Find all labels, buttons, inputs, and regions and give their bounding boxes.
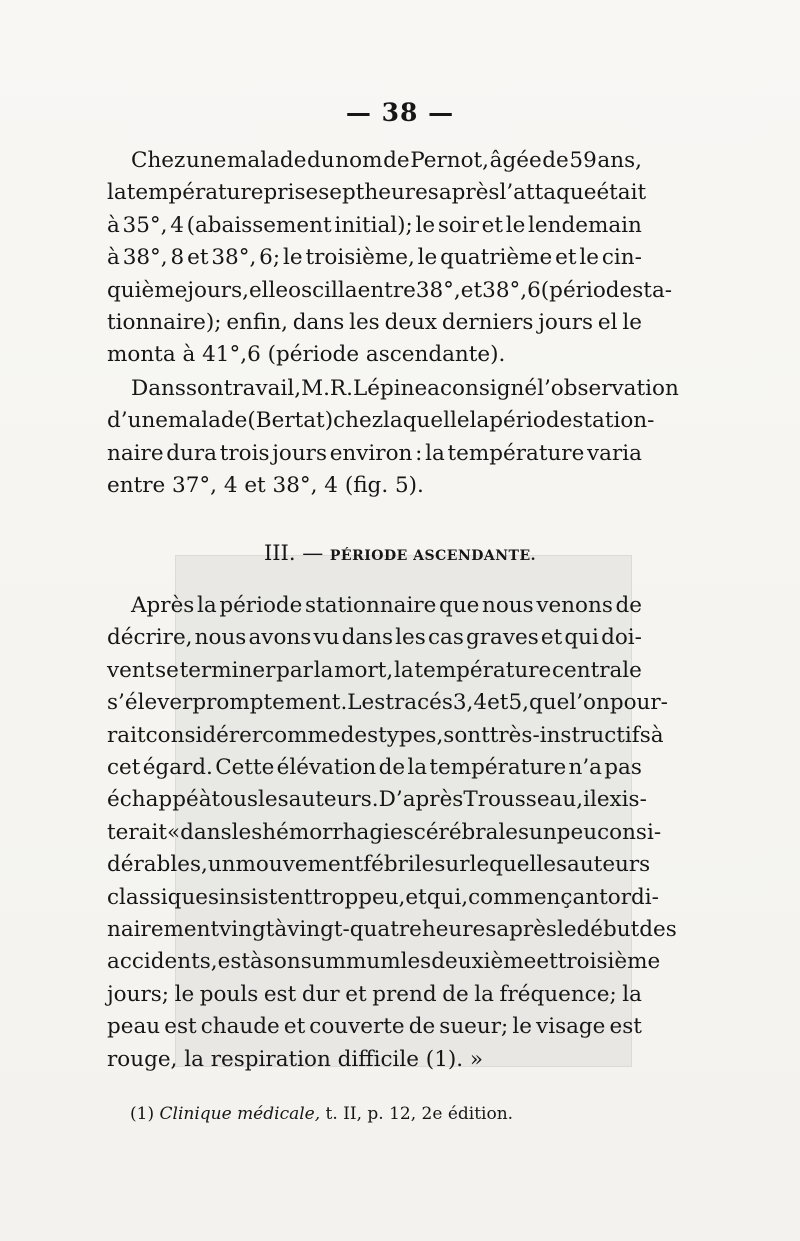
text-line: à 38°, 8 et 38°, 6; le troisième, le quatrième et le cin- — [107, 245, 642, 271]
footnote-source: Clinique médicale, — [159, 1104, 321, 1124]
footnote-marker: (1) — [130, 1104, 155, 1124]
paragraph-lepine — [107, 373, 679, 503]
text-line: échappé à tous les auteurs. D’après Trousseau, il exis- — [107, 787, 647, 813]
text-line: dérables, un mouvement fébrile sur lequel les auteurs — [107, 852, 651, 878]
text-line: accidents, est à son summum les deuxième et troisième — [107, 949, 661, 975]
text-line: nairement vingt à vingt-quatre heures après le début des — [107, 917, 677, 943]
text-line: Chez une malade du nom de Pernot, âgée de 59 ans, — [131, 148, 642, 173]
paragraph-pernot — [107, 145, 673, 372]
text-line: vent se terminer par la mort, la température centrale — [107, 657, 642, 683]
section-title: PÉRIODE ASCENDANTE. — [329, 548, 537, 564]
text-line: peau est chaude et couverte de sueur; le visage est — [107, 1014, 642, 1040]
section-numeral: III. — [263, 541, 296, 565]
text-line: rait considérer comme des types, sont très-instructifs à — [107, 722, 664, 748]
text-line: entre 37°, 4 et 38°, 4 (fig. 5). — [107, 473, 424, 499]
paragraph-ascendante — [107, 590, 677, 1076]
text-line: rouge, la respiration difficile (1). » — [107, 1046, 484, 1072]
section-heading — [0, 541, 800, 565]
text-line: Après la période stationnaire que nous venons de — [131, 593, 642, 618]
footnote-details: t. II, p. 12, 2e édition. — [325, 1104, 514, 1124]
page-number: — 38 — — [345, 98, 455, 127]
text-line: monta à 41°,6 (période ascendante). — [107, 342, 506, 368]
text-line: d’une malade (Bertat) chez laquelle la période station- — [107, 408, 655, 434]
text-line: naire dura trois jours environ : la température varia — [107, 440, 642, 466]
footnote — [130, 1104, 513, 1124]
section-dash: — — [302, 541, 324, 565]
text-line: terait « dans les hémorrhagies cérébrales un peu consi- — [107, 819, 662, 845]
text-line: à 35°, 4 (abaissement initial); le soir et le lendemain — [107, 212, 642, 238]
text-line: décrire, nous avons vu dans les cas graves et qui doi- — [107, 625, 642, 651]
text-line: la température prise sept heures après l’attaque était — [107, 180, 647, 206]
text-line: quième jours, elle oscilla entre 38°, et 38°, 6 (période sta- — [107, 277, 673, 303]
text-line: Dans son travail, M. R. Lépine a consigné l’observation — [131, 376, 679, 401]
text-line: cet égard. Cette élévation de la température n’a pas — [107, 755, 642, 781]
text-line: tionnaire); enfin, dans les deux derniers jours el le — [107, 310, 642, 336]
text-line: s’élever promptement. Les tracés 3, 4 et 5, que l’on pour- — [107, 690, 668, 716]
text-line: classiques insistent trop peu, et qui, commençant ordi- — [107, 884, 659, 910]
text-line: jours; le pouls est dur et prend de la fréquence; la — [107, 981, 642, 1007]
